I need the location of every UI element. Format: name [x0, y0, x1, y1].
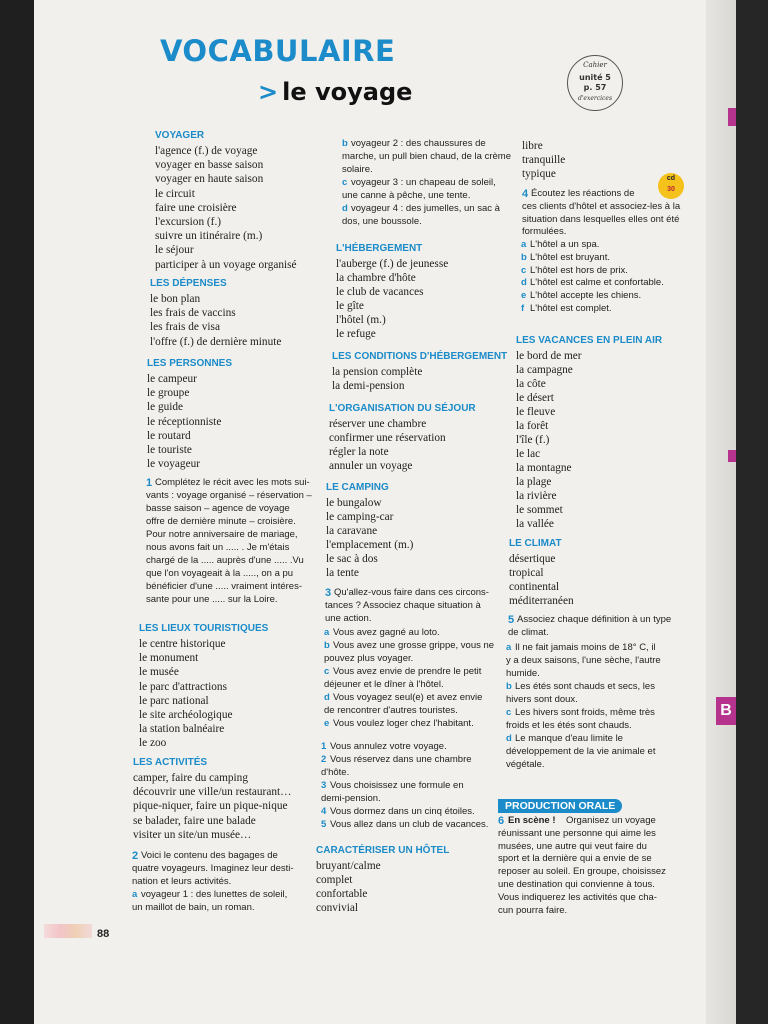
- vocab-item: le bord de mer: [516, 350, 582, 362]
- vocab-item: le séjour: [155, 244, 194, 257]
- vocab-item: régler la note: [329, 446, 389, 458]
- item-letter: d: [342, 203, 348, 214]
- production-orale-banner: PRODUCTION ORALE: [498, 799, 622, 813]
- vocab-item: libre: [522, 140, 543, 152]
- stamp-line: Cahier: [583, 61, 607, 69]
- item-line: Vous réservez dans une chambre: [330, 754, 472, 765]
- item-line: de rencontrer d'autres touristes.: [324, 705, 458, 716]
- workbook-reference-stamp: [567, 55, 623, 111]
- scan-background-right: [736, 0, 768, 1024]
- item-key: [132, 889, 137, 902]
- section-tab-b: B: [716, 697, 736, 725]
- item-letter: c: [324, 666, 330, 677]
- item-line: L'hôtel est complet.: [530, 303, 612, 314]
- vocab-item: le guide: [147, 401, 184, 414]
- item-line: voyageur 2 : des chaussures de: [351, 138, 486, 149]
- vocab-item: l'excursion (f.): [155, 216, 222, 228]
- section-heading: LE CAMPING: [326, 482, 389, 493]
- item-letter: 2: [321, 754, 327, 765]
- item-letter: a: [521, 239, 527, 250]
- item-letter: a: [132, 889, 138, 900]
- exercise-line: quatre voyageurs. Imaginez leur desti-: [132, 863, 294, 874]
- section-tab-marker: [728, 108, 736, 126]
- item-key: [342, 177, 347, 190]
- section-heading: LES ACTIVITÉS: [133, 757, 208, 768]
- vocab-item: la pension complète: [332, 366, 423, 378]
- stamp-line: p. 57: [583, 83, 607, 92]
- exercise-line: Vous indiquerez les activités que cha-: [498, 891, 657, 903]
- exercise-line: que l'on voyageait à la ....., on a pu: [146, 568, 294, 579]
- item-letter: 1: [321, 741, 327, 752]
- item-line: Vous voyagez seul(e) et avez envie: [333, 692, 483, 703]
- item-line: L'hôtel accepte les chiens.: [530, 290, 642, 302]
- vocab-item: bruyant/calme: [316, 860, 381, 872]
- vocab-item: le site archéologique: [139, 709, 233, 721]
- vocab-item: le groupe: [147, 387, 190, 400]
- exercise-lead: En scène !: [508, 815, 556, 826]
- exercise-line: Écoutez les réactions de: [531, 188, 635, 199]
- vocab-item: tropical: [509, 567, 544, 579]
- item-letter: 5: [321, 819, 327, 830]
- page-title: VOCABULAIRE: [160, 34, 396, 68]
- item-line: L'hôtel est bruyant.: [530, 251, 610, 263]
- item-line: voyageur 4 : des jumelles, un sac à: [351, 203, 500, 214]
- item-line: d'hôte.: [321, 767, 350, 778]
- cd-label: cd: [666, 175, 676, 182]
- vocab-item: le campeur: [147, 373, 197, 385]
- exercise-line: Pour notre anniversaire de mariage,: [146, 529, 298, 540]
- item-line: Vous dormez dans un cinq étoiles.: [330, 806, 475, 817]
- exercise-line: de climat.: [508, 627, 549, 638]
- section-heading: L'HÉBERGEMENT: [336, 243, 423, 254]
- vocab-item: la tente: [326, 567, 359, 579]
- item-letter: d: [521, 277, 527, 289]
- item-key: [506, 707, 511, 720]
- vocab-item: complet: [316, 874, 353, 886]
- vocab-item: le circuit: [155, 187, 195, 200]
- item-key: [321, 754, 326, 767]
- vocab-item: le routard: [147, 429, 191, 442]
- item-key: [324, 718, 329, 731]
- exercise-line: réunissant une personne qui aime les: [498, 827, 656, 839]
- exercise-number-label: 6: [498, 815, 505, 827]
- exercise-line: tances ? Associez chaque situation à: [325, 600, 481, 611]
- vocab-item: la forêt: [516, 420, 549, 432]
- vocab-item: la rivière: [516, 490, 557, 502]
- item-key: [506, 642, 511, 655]
- vocab-item: le voyageur: [147, 458, 201, 471]
- exercise-line: Complétez le récit avec les mots sui-: [155, 477, 310, 488]
- vocab-item: les frais de vaccins: [150, 307, 236, 320]
- vocab-item: le parc national: [139, 694, 209, 707]
- item-letter: b: [521, 251, 527, 263]
- vocab-item: se balader, faire une balade: [133, 814, 256, 827]
- exercise-line: Associez chaque définition à un type: [517, 614, 672, 625]
- item-letter: c: [506, 707, 512, 718]
- exercise-line: offre de dernière minute – croisière.: [146, 516, 296, 527]
- item-line: L'hôtel est calme et confortable.: [530, 277, 664, 289]
- section-heading: LES LIEUX TOURISTIQUES: [139, 623, 269, 634]
- exercise-line: nous avons fait un ..... . Je m'étais: [146, 542, 290, 553]
- item-line: froids et les étés sont chauds.: [506, 720, 632, 731]
- exercise-line: nation et leurs activités.: [132, 876, 232, 887]
- scan-background-left: [0, 0, 34, 1024]
- vocab-item: la station balnéaire: [139, 723, 225, 736]
- vocab-item: voyager en basse saison: [155, 159, 264, 172]
- item-key: [342, 138, 348, 151]
- vocab-item: convivial: [316, 902, 359, 914]
- item-key: [324, 666, 329, 679]
- item-line: humide.: [506, 668, 540, 679]
- vocab-item: continental: [509, 581, 560, 593]
- item-letter: e: [324, 718, 330, 729]
- vocab-item: confortable: [316, 888, 368, 900]
- item-line: Vous allez dans un club de vacances.: [330, 819, 489, 830]
- item-line: un maillot de bain, un roman.: [132, 902, 255, 913]
- section-heading: LES CONDITIONS D'HÉBERGEMENT: [332, 351, 508, 362]
- page-number: 88: [97, 928, 110, 940]
- stamp-line: unité 5: [579, 73, 611, 82]
- vocab-item: découvrir une ville/un restaurant…: [133, 786, 292, 799]
- item-letter: d: [506, 733, 512, 744]
- vocab-item: le réceptionniste: [147, 415, 222, 428]
- item-key: [521, 277, 527, 290]
- exercise-line: sante pour une ..... sur la Loire.: [146, 594, 278, 605]
- vocab-item: l'agence (f.) de voyage: [155, 145, 258, 157]
- vocab-item: la plage: [516, 476, 552, 488]
- vocab-item: le sac à dos: [326, 553, 378, 565]
- exercise-line: une action.: [325, 613, 372, 624]
- vocab-item: la demi-pension: [332, 380, 405, 392]
- section-heading: LES PERSONNES: [147, 358, 233, 369]
- item-key: [521, 252, 527, 265]
- item-key: [324, 692, 330, 705]
- item-line: Vous avez gagné au loto.: [333, 627, 440, 638]
- exercise-line: vants : voyage organisé – réservation –: [146, 490, 312, 501]
- section-heading: VOYAGER: [155, 130, 205, 141]
- item-key: [521, 303, 524, 316]
- item-key: [321, 741, 326, 754]
- item-letter: c: [521, 264, 527, 276]
- vocab-item: la campagne: [516, 364, 573, 376]
- vocab-item: le désert: [516, 392, 554, 404]
- item-letter: b: [506, 681, 512, 692]
- section-heading: LES DÉPENSES: [150, 278, 227, 289]
- item-line: Il ne fait jamais moins de 18° C, il: [515, 642, 656, 653]
- vocab-item: la caravane: [326, 525, 378, 537]
- exercise-number: [146, 477, 152, 491]
- item-key: [506, 733, 512, 746]
- item-line: Le manque d'eau limite le: [515, 733, 623, 744]
- exercise-number: [132, 850, 138, 864]
- item-line: Vous avez envie de prendre le petit: [333, 666, 482, 677]
- vocab-item: désertique: [509, 553, 556, 565]
- exercise-line: une destination qui convienne à tous.: [498, 879, 655, 890]
- item-line: Vous voulez loger chez l'habitant.: [333, 718, 474, 729]
- item-letter: a: [506, 642, 512, 653]
- exercise-line: formulées.: [522, 226, 567, 238]
- section-heading: LE CLIMAT: [509, 538, 562, 549]
- vocab-item: le parc d'attractions: [139, 680, 227, 693]
- exercise-number: [508, 614, 514, 628]
- vocab-item: l'auberge (f.) de jeunesse: [336, 258, 449, 270]
- vocab-item: le gîte: [336, 300, 364, 312]
- item-key: [324, 640, 330, 653]
- vocab-item: visiter un site/un musée…: [133, 828, 252, 841]
- vocab-item: le centre historique: [139, 638, 226, 650]
- exercise-number: [522, 188, 528, 202]
- vocab-item: le musée: [139, 666, 179, 679]
- item-line: Les étés sont chauds et secs, les: [515, 681, 655, 692]
- vocab-item: les frais de visa: [150, 321, 220, 334]
- vocab-item: camper, faire du camping: [133, 772, 248, 784]
- vocab-item: la chambre d'hôte: [336, 272, 416, 284]
- exercise-number: [498, 815, 504, 829]
- item-letter: b: [324, 640, 330, 651]
- audio-cd-icon: [658, 173, 684, 199]
- vocab-item: le bungalow: [326, 497, 382, 509]
- vocab-item: voyager en haute saison: [155, 173, 264, 186]
- vocab-item: le touriste: [147, 444, 192, 456]
- section-heading: LES VACANCES EN PLEIN AIR: [516, 335, 663, 346]
- item-line: Vous avez une grosse grippe, vous ne: [333, 640, 495, 651]
- item-line: demi-pension.: [321, 793, 381, 804]
- vocab-item: confirmer une réservation: [329, 432, 446, 444]
- section-heading: L'ORGANISATION DU SÉJOUR: [329, 403, 476, 414]
- item-key: [321, 819, 326, 832]
- exercise-line: reposer au soleil. En groupe, choisissez: [498, 866, 666, 878]
- exercise-line: situation dans lesquelles elles ont été: [522, 213, 680, 225]
- vocab-item: suivre un itinéraire (m.): [155, 230, 263, 243]
- vocab-item: l'île (f.): [516, 434, 550, 446]
- item-key: [506, 681, 512, 694]
- item-key: [321, 780, 326, 793]
- vocab-item: l'offre (f.) de dernière minute: [150, 335, 282, 348]
- item-line: L'hôtel est hors de prix.: [530, 264, 628, 276]
- item-letter: e: [521, 290, 527, 302]
- vocab-item: le camping-car: [326, 511, 394, 523]
- item-line: hivers sont doux.: [506, 694, 578, 705]
- item-line: y a deux saisons, l'une sèche, l'autre: [506, 655, 661, 666]
- vocab-item: le monument: [139, 652, 199, 665]
- vocab-item: réserver une chambre: [329, 418, 427, 430]
- exercise-number-label: 5: [508, 614, 515, 626]
- exercise-number: [325, 587, 331, 601]
- exercise-number-label: 4: [522, 188, 529, 200]
- item-line: déjeuner et le dîner à l'hôtel.: [324, 679, 444, 690]
- vocab-item: le refuge: [336, 328, 376, 340]
- item-letter: a: [324, 627, 330, 638]
- item-line: une canne à pêche, une tente.: [342, 190, 471, 201]
- section-heading: CARACTÉRISER UN HÔTEL: [316, 845, 450, 856]
- exercise-number-label: 3: [325, 587, 332, 599]
- item-letter: 4: [321, 806, 327, 817]
- exercise-line: Organisez un voyage: [566, 815, 656, 826]
- cd-track-number: 30: [667, 186, 675, 193]
- item-key: [521, 239, 526, 252]
- exercise-line: chargé de la ..... auprès d'une ..... .Vu: [146, 555, 304, 566]
- exercise-line: basse saison – agence de voyage: [146, 503, 290, 514]
- vocab-item: l'emplacement (m.): [326, 539, 414, 551]
- vocab-item: le bon plan: [150, 293, 201, 305]
- item-key: [521, 265, 526, 278]
- item-line: végétale.: [506, 759, 545, 770]
- item-key: [342, 203, 348, 216]
- vocab-item: méditerranéen: [509, 595, 574, 607]
- vocab-item: la côte: [516, 378, 546, 390]
- item-key: [324, 627, 329, 640]
- item-key: [321, 806, 326, 819]
- item-letter: f: [521, 303, 525, 314]
- item-letter: 3: [321, 780, 327, 791]
- item-letter: d: [324, 692, 330, 703]
- vocab-item: le lac: [516, 448, 541, 460]
- exercise-number-label: 1: [146, 477, 153, 489]
- exercise-number-label: 2: [132, 850, 139, 862]
- exercise-line: cun pourra faire.: [498, 904, 568, 916]
- item-line: Vous annulez votre voyage.: [330, 741, 447, 752]
- item-line: solaire.: [342, 164, 373, 175]
- vocab-item: faire une croisière: [155, 201, 237, 214]
- item-line: L'hôtel a un spa.: [530, 239, 600, 250]
- vocab-item: pique-niquer, faire un pique-nique: [133, 800, 288, 813]
- arrow-icon: >: [258, 78, 279, 106]
- item-letter: c: [342, 177, 348, 188]
- exercise-line: Voici le contenu des bagages de: [141, 850, 278, 861]
- subtitle-text: le voyage: [282, 78, 413, 106]
- section-tab-marker: [728, 450, 736, 462]
- exercise-line: bénéficier d'une ..... vraiment intéres-: [146, 581, 302, 592]
- page-number-decoration: [44, 924, 92, 938]
- item-line: voyageur 3 : un chapeau de soleil,: [351, 177, 496, 188]
- vocab-item: le zoo: [139, 737, 167, 750]
- page-subtitle: [258, 78, 412, 106]
- page-gutter: [706, 0, 736, 1024]
- item-key: [521, 290, 526, 303]
- vocab-item: annuler un voyage: [329, 460, 413, 472]
- item-line: Les hivers sont froids, même très: [515, 707, 655, 718]
- stamp-line: d'exercices: [577, 95, 613, 102]
- item-line: pouvez plus voyager.: [324, 653, 414, 664]
- item-line: voyageur 1 : des lunettes de soleil,: [141, 889, 288, 900]
- vocab-item: typique: [522, 168, 556, 180]
- vocab-item: la vallée: [516, 518, 554, 530]
- vocab-item: tranquille: [522, 154, 566, 166]
- exercise-line: Qu'allez-vous faire dans ces circons-: [334, 587, 489, 598]
- vocab-item: le sommet: [516, 504, 563, 516]
- item-line: dos, une boussole.: [342, 216, 422, 227]
- exercise-line: ces clients d'hôtel et associez-les à la: [522, 200, 681, 212]
- exercise-line: musées, une autre qui veut faire du: [498, 840, 647, 852]
- vocab-item: la montagne: [516, 462, 572, 474]
- vocab-item: participer à un voyage organisé: [155, 258, 297, 271]
- exercise-line: sport et la dernière qui a envie de se: [498, 853, 652, 865]
- item-line: marche, un pull bien chaud, de la crème: [342, 151, 511, 162]
- item-letter: b: [342, 138, 348, 149]
- item-line: Vous choisissez une formule en: [330, 780, 464, 791]
- vocab-item: le fleuve: [516, 406, 556, 418]
- vocab-item: l'hôtel (m.): [336, 314, 386, 326]
- item-line: développement de la vie animale et: [506, 746, 656, 757]
- vocab-item: le club de vacances: [336, 286, 424, 298]
